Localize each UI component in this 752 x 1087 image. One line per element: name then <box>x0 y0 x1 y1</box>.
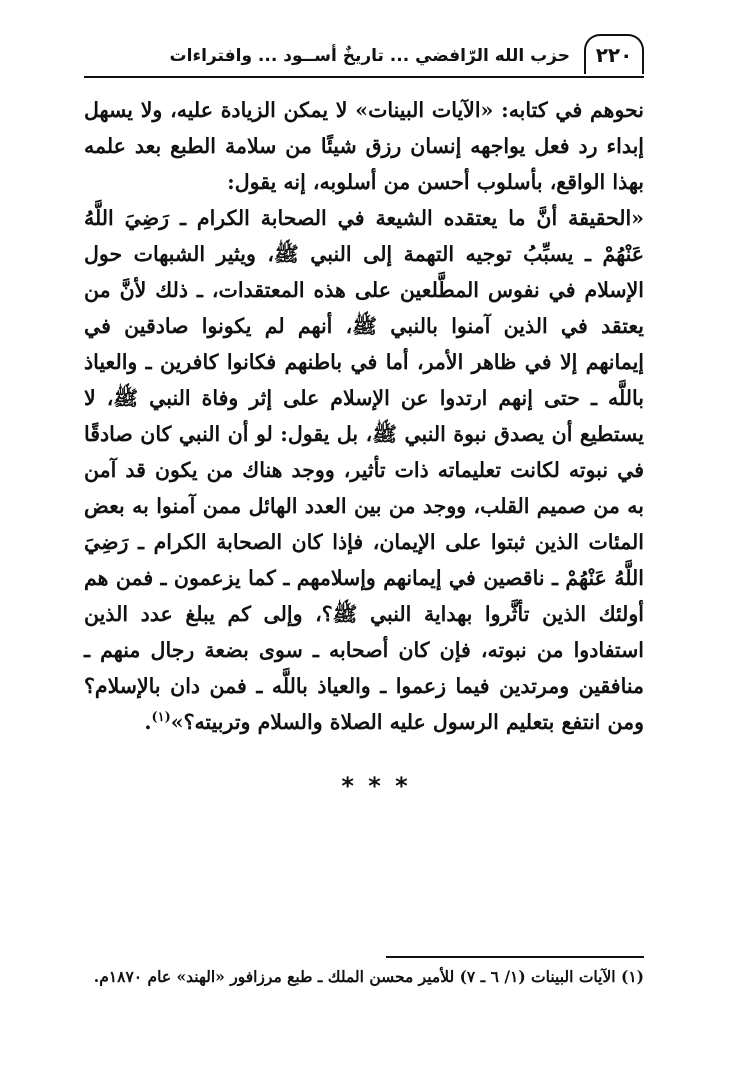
page-number: ٢٢٠ <box>584 34 644 74</box>
header-rule <box>84 76 644 78</box>
section-separator: * * * <box>341 772 411 800</box>
footnote: (١) الآيات البينات (١/ ٦ ـ ٧) للأمير محسن الملك ـ طبع مرزافور «الهند» عام ١٨٧٠م. <box>93 967 644 986</box>
closing-period: . <box>144 710 152 734</box>
footnote-rule <box>386 956 644 958</box>
page-header <box>84 34 644 78</box>
quote-text: «الحقيقة أنَّ ما يعتقده الشيعة في الصحابة الكرام ـ رَضِيَ اللَّهُ عَنْهُمْ ـ يسبِّبُ توجيه التهمة إلى النبي ﷺ، ويثير الشبهات حول الإسلام في نفوس المطَّلعين على هذه المعتقدات، ـ ذلك لأنَّ من يعتقد في الذين آمنوا بالنبي ﷺ، أنهم لم يكونوا صادقين في إيمانهم إلا في ظاهر الأمر، أما في باطنهم فكانوا كافرين ـ والعياذ باللَّه ـ حتى إنهم ارتدوا عن الإسلام على إثر وفاة النبي ﷺ، لا يستطيع أن يصدق نبوة النبي ﷺ، بل يقول: لو أن النبي كان صادقًا في نبوته لكانت تعليماته ذات تأثير، ووجد هناك من يكون قد آمن به من صميم القلب، ووجد من بين العدد الهائل ممن آمنوا به بعض المئات الذين ثبتوا على الإيمان، فإذا كان الصحابة الكرام ـ رَضِيَ اللَّهُ عَنْهُمْ ـ ناقصين في إيمانهم وإسلامهم ـ كما يزعمون ـ فمن هم أولئك الذين تأثَّروا بهداية النبي ﷺ؟، وإلى كم يبلغ عدد الذين استفادوا من نبوته، فإن كان أصحابه ـ سوى بضعة رجال منهم ـ منافقين ومرتدين فيما زعموا ـ والعياذ باللَّه ـ فمن دان بالإسلام؟ ومن انتفع بتعليم الرسول عليه الصلاة والسلام وتربيته؟» <box>84 206 644 734</box>
main-text <box>84 92 644 740</box>
paragraph-intro: نحوهم في كتابه: «الآيات البينات» لا يمكن الزيادة عليه، ولا يسهل إبداء رد فعل يواجهه إنسان رزق شيئًا من سلامة الطبع بعد علمه بهذا الواقع، بأسلوب أحسن من أسلوبه، إنه يقول: <box>84 98 644 194</box>
footnote-reference[interactable]: (١) <box>151 710 171 726</box>
running-title: حزب الله الرّافضي ... تاريخٌ أســود ... وافتراءات <box>169 46 570 66</box>
paragraph-quote <box>84 200 644 740</box>
